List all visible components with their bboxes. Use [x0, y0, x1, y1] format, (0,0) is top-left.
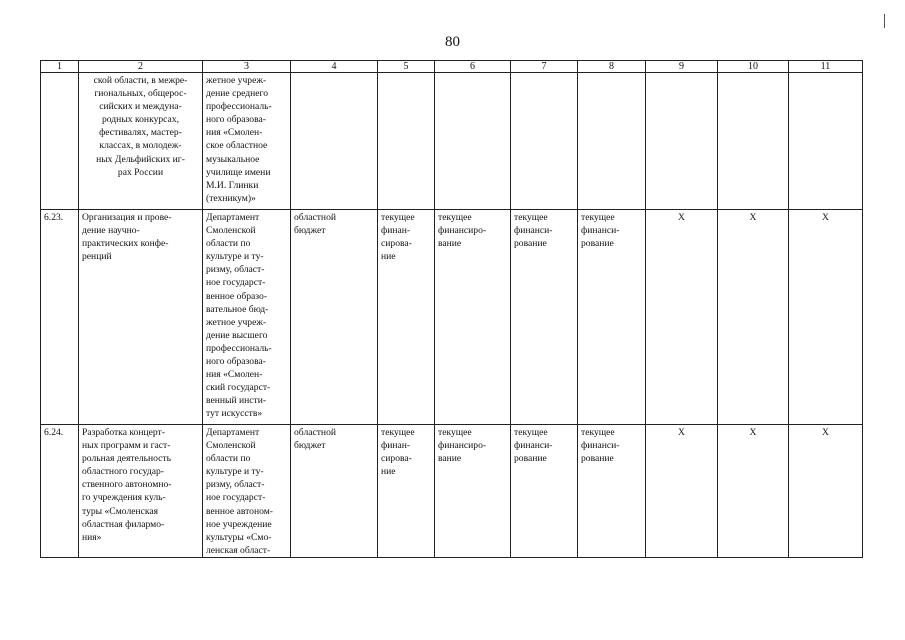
col-5-cell [378, 210, 435, 425]
text-line: жетное учреж- [206, 316, 267, 328]
text-line: дение научно- [82, 225, 140, 237]
text-line: М.И. Глинки [206, 179, 259, 191]
text-line: дение высшего [206, 329, 268, 341]
text-line: текущее [581, 427, 615, 438]
executor-cell [203, 425, 291, 558]
text-line: областного государ- [82, 466, 164, 478]
col-10-cell: Х [718, 425, 789, 558]
executor-cell [203, 210, 291, 425]
text-line: училище имени [206, 166, 271, 178]
text-line: ния «Смолен- [206, 127, 263, 139]
text-line: областной [294, 212, 337, 223]
text-line: вание [438, 453, 462, 465]
program-table [40, 60, 863, 558]
text-line: финанси- [514, 225, 553, 237]
cont-empty-cell [789, 73, 863, 210]
col-9-cell: Х [646, 210, 718, 425]
text-line: ние [381, 466, 396, 478]
text-line: текущее [438, 427, 472, 438]
text-line: жетное учреж- [206, 75, 267, 86]
text-line: ное государст- [206, 277, 266, 289]
text-line: венное автоном- [206, 505, 273, 517]
text-line: туры «Смоленская [82, 505, 159, 517]
col-7-cell [511, 425, 578, 558]
text-line: профессиональ- [206, 342, 272, 354]
header-col-3: 3 [203, 61, 291, 73]
col-8-cell [578, 425, 646, 558]
text-line: го учреждения куль- [82, 492, 166, 504]
header-col-7: 7 [511, 61, 578, 73]
col-6-cell [435, 425, 511, 558]
text-line: ленская област- [206, 544, 271, 556]
text-line: финанси- [581, 225, 620, 237]
col-5-cell [378, 425, 435, 558]
table-row [41, 210, 863, 425]
header-col-11: 11 [789, 61, 863, 73]
text-line: культуре и ту- [206, 251, 264, 263]
row-number: 6.23. [41, 210, 79, 425]
text-line: культуре и ту- [206, 466, 264, 478]
cont-empty-cell [718, 73, 789, 210]
cont-empty-cell [378, 73, 435, 210]
text-line: тут искусств» [206, 408, 263, 420]
text-line: сирова- [381, 238, 412, 250]
text-line: ризму, област- [206, 264, 265, 276]
text-line: вательное бюд- [206, 303, 269, 315]
text-line: Смоленской [206, 440, 256, 452]
text-line: финан- [381, 225, 411, 237]
text-line: классах, в молодеж- [99, 140, 182, 152]
text-line: вание [438, 238, 462, 250]
text-line: ственного автономно- [82, 479, 172, 491]
text-line: областной [294, 427, 337, 438]
table-row [41, 425, 863, 558]
header-col-10: 10 [718, 61, 789, 73]
text-line: текущее [381, 427, 415, 438]
funding-source-cell [291, 425, 378, 558]
measure-name-cell [79, 210, 203, 425]
text-line: ризму, област- [206, 479, 265, 491]
text-line: практических конфе- [82, 238, 169, 250]
text-line: рование [581, 238, 614, 250]
text-line: области по [206, 238, 251, 250]
funding-source-cell [291, 210, 378, 425]
cont-executor-cell [203, 73, 291, 210]
col-9-cell: Х [646, 425, 718, 558]
text-line: Смоленской [206, 225, 256, 237]
text-line: области по [206, 453, 251, 465]
header-row [41, 61, 863, 73]
cont-name-cell [79, 73, 203, 210]
header-col-9: 9 [646, 61, 718, 73]
text-line: текущее [581, 212, 615, 223]
text-line: финансиро- [438, 440, 487, 452]
text-line: культуры «Смо- [206, 531, 272, 543]
cont-empty-cell [578, 73, 646, 210]
text-line: венный инсти- [206, 395, 267, 407]
text-line: Организация и прове- [82, 212, 172, 223]
col-7-cell [511, 210, 578, 425]
cont-empty-cell [291, 73, 378, 210]
text-line: родных конкурсах, [101, 114, 180, 126]
text-line: бюджет [294, 440, 326, 452]
cont-empty-cell [511, 73, 578, 210]
text-line: (техникум)» [206, 192, 256, 204]
header-col-8: 8 [578, 61, 646, 73]
text-line: рах России [117, 166, 164, 178]
col-11-cell: Х [789, 210, 863, 425]
col-10-cell: Х [718, 210, 789, 425]
text-line: фестивалях, мастер- [99, 127, 182, 139]
page-number: 80 [445, 34, 460, 50]
text-line: текущее [514, 212, 548, 223]
text-line: профессиональ- [206, 101, 272, 113]
col-6-cell [435, 210, 511, 425]
row-number: 6.24. [41, 425, 79, 558]
text-line: бюджет [294, 225, 326, 237]
text-line: ного образова- [206, 114, 266, 126]
text-line: ния» [82, 531, 102, 543]
cont-empty-cell [435, 73, 511, 210]
text-line: гиональных, общерос- [94, 88, 187, 100]
text-line: ное учреждение [206, 518, 272, 530]
text-line: областная филармо- [82, 518, 165, 530]
margin-mark [884, 14, 885, 28]
col-8-cell [578, 210, 646, 425]
text-line: сирова- [381, 453, 412, 465]
text-line: финанси- [514, 440, 553, 452]
text-line: Разработка концерт- [82, 427, 165, 438]
text-line: ных Дельфийских иг- [96, 153, 185, 165]
text-line: музыкальное [206, 153, 260, 165]
header-col-2: 2 [79, 61, 203, 73]
text-line: ренций [82, 251, 112, 263]
text-line: финан- [381, 440, 411, 452]
text-line: Департамент [206, 427, 260, 438]
text-line: рование [581, 453, 614, 465]
text-line: венное образо- [206, 290, 268, 302]
text-line: дение среднего [206, 88, 269, 100]
text-line: ного образова- [206, 356, 266, 368]
text-line: ное государст- [206, 492, 266, 504]
text-line: рование [514, 453, 547, 465]
cont-num-cell [41, 73, 79, 210]
text-line: ных программ и гаст- [82, 440, 171, 452]
header-col-1: 1 [41, 61, 79, 73]
text-line: текущее [514, 427, 548, 438]
text-line: Департамент [206, 212, 260, 223]
cont-empty-cell [646, 73, 718, 210]
text-line: рольная деятельность [82, 453, 171, 465]
text-line: ния «Смолен- [206, 369, 263, 381]
text-line: финансиро- [438, 225, 487, 237]
table-row-continuation [41, 73, 863, 210]
text-line: рование [514, 238, 547, 250]
text-line: текущее [438, 212, 472, 223]
measure-name-cell [79, 425, 203, 558]
text-line: ское областное [206, 140, 268, 152]
text-line: финанси- [581, 440, 620, 452]
text-line: ние [381, 251, 396, 263]
header-col-4: 4 [291, 61, 378, 73]
text-line: ской области, в межре- [93, 75, 188, 86]
text-line: текущее [381, 212, 415, 223]
text-line: сийских и междуна- [99, 101, 182, 113]
text-line: ский государст- [206, 382, 271, 394]
header-col-5: 5 [378, 61, 435, 73]
header-col-6: 6 [435, 61, 511, 73]
col-11-cell: Х [789, 425, 863, 558]
